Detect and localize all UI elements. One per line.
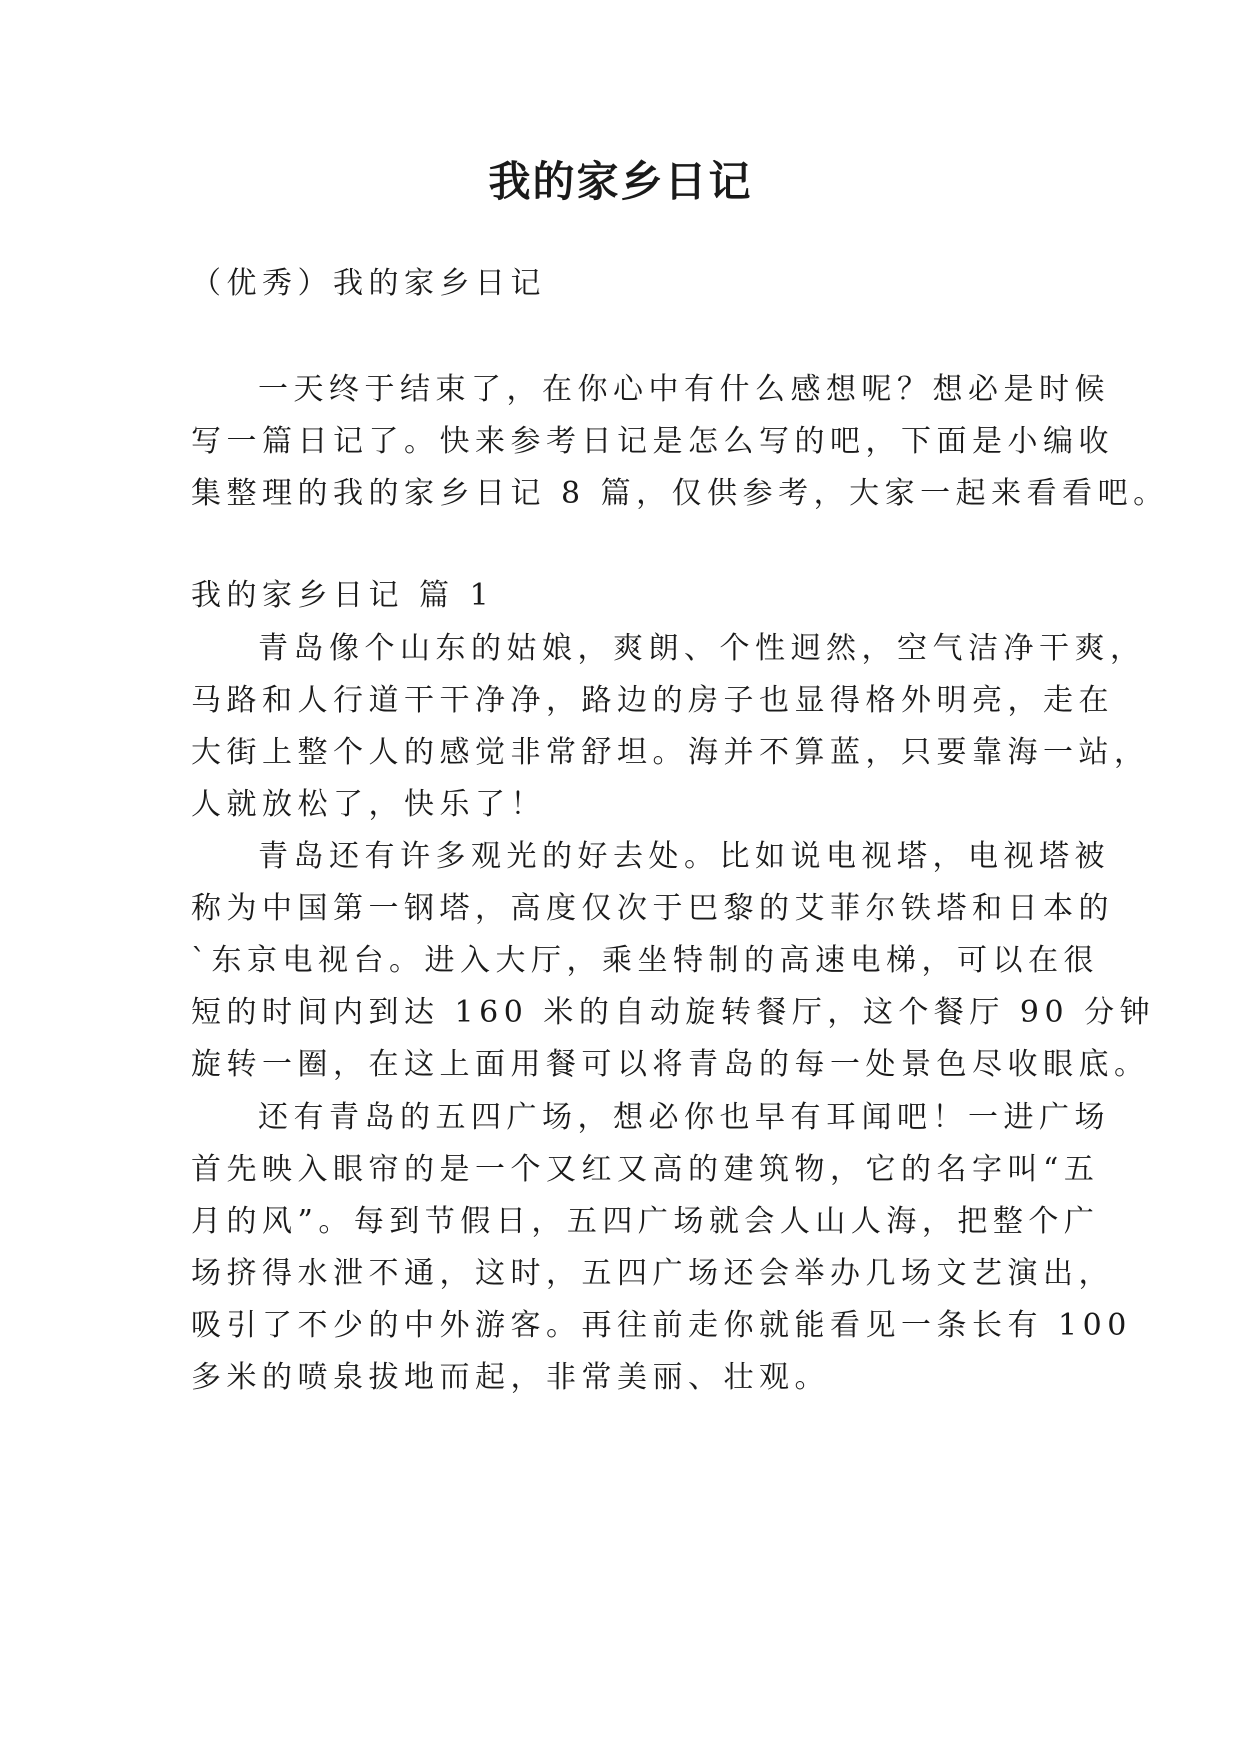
paragraph-line: 人就放松了，快乐了！ xyxy=(191,787,546,822)
paragraph-line: 月的风”。每到节假日，五四广场就会人山人海，把整个广 xyxy=(191,1204,1100,1239)
intro-line: 一天终于结束了，在你心中有什么感想呢？想必是时候 xyxy=(258,372,1110,407)
paragraph-line: 还有青岛的五四广场，想必你也早有耳闻吧！一进广场 xyxy=(258,1100,1110,1135)
paragraph-line: 青岛像个山东的姑娘，爽朗、个性迥然，空气洁净干爽， xyxy=(258,631,1146,666)
intro-line: 写一篇日记了。快来参考日记是怎么写的吧，下面是小编收 xyxy=(191,424,1114,459)
paragraph-line: 马路和人行道干干净净，路边的房子也显得格外明亮，走在 xyxy=(191,683,1114,718)
paragraph-line: 旋转一圈，在这上面用餐可以将青岛的每一处景色尽收眼底。 xyxy=(191,1047,1150,1082)
paragraph-line: 吸引了不少的中外游客。再往前走你就能看见一条长有 100 xyxy=(191,1308,1132,1343)
paragraph-line: 多米的喷泉拔地而起，非常美丽、壮观。 xyxy=(191,1360,830,1395)
document-subtitle: （优秀）我的家乡日记 xyxy=(191,266,546,301)
paragraph-line: 大街上整个人的感觉非常舒坦。海并不算蓝，只要靠海一站， xyxy=(191,735,1150,770)
paragraph-line: 首先映入眼帘的是一个又红又高的建筑物，它的名字叫“五 xyxy=(191,1152,1100,1187)
paragraph-line: 短的时间内到达 160 米的自动旋转餐厅，这个餐厅 90 分钟 xyxy=(191,995,1156,1030)
document-title: 我的家乡日记 xyxy=(488,157,753,206)
paragraph-line: 青岛还有许多观光的好去处。比如说电视塔，电视塔被 xyxy=(258,839,1110,874)
section-heading: 我的家乡日记 篇 1 xyxy=(191,578,495,613)
paragraph-line: 称为中国第一钢塔，高度仅次于巴黎的艾菲尔铁塔和日本的 xyxy=(191,891,1114,926)
paragraph-line: 场挤得水泄不通，这时，五四广场还会举办几场文艺演出， xyxy=(191,1256,1114,1291)
intro-line: 集整理的我的家乡日记 8 篇，仅供参考，大家一起来看看吧。 xyxy=(191,476,1169,511)
paragraph-line: `东京电视台。进入大厅，乘坐特制的高速电梯，可以在很 xyxy=(191,943,1099,978)
